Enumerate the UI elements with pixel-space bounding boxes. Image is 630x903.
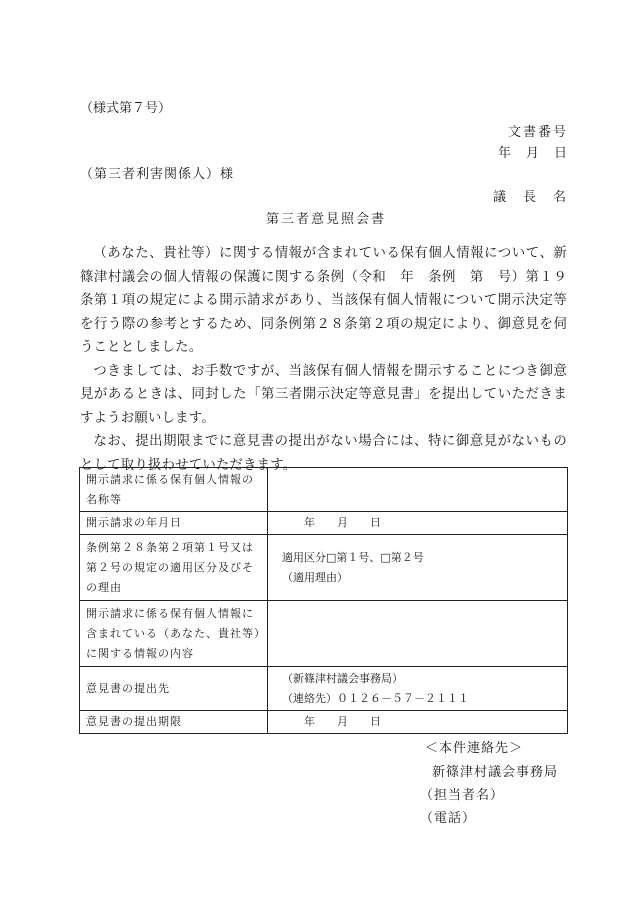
contact-phone: （電話） <box>420 811 477 826</box>
row-label-line: 含まれている（あなた、貴社等） <box>86 626 266 640</box>
sender-name: 議 長 名 <box>492 190 568 205</box>
submission-office-value: （新篠津村議会事務局） <box>282 671 403 685</box>
table-label-cell <box>80 535 268 601</box>
form-number: （様式第７号） <box>80 101 172 116</box>
row-label-line: 第２号の規定の適用区分及びそ <box>86 560 254 574</box>
contact-office: 新篠津村議会事務局 <box>432 765 559 780</box>
table-value-cell <box>268 601 568 667</box>
table-value-cell <box>268 535 568 601</box>
table-value-cell <box>268 711 568 734</box>
table-row <box>80 535 568 601</box>
row-label-line: に関する情報の内容 <box>86 646 194 660</box>
paragraph-deadline-note: なお、提出期限までに意見書の提出がない場合には、特に御意見がないものとして取り扱わせていただきます。 <box>80 434 567 473</box>
row-label-line: 条例第２８条第２項第１号又は <box>86 540 254 554</box>
contact-number-value: （連絡先）０１２６－５７－２１１１ <box>282 691 469 705</box>
table-row <box>80 711 568 734</box>
row-label-line: の理由 <box>86 580 122 594</box>
row-label-line: 意見書の提出先 <box>86 681 170 695</box>
row-label-line: 開示請求の年月日 <box>86 516 182 529</box>
table-label-cell <box>80 711 268 734</box>
applicable-category-value: 適用区分□第１号、□第２号 <box>282 550 424 564</box>
request-date-value: 年 月 日 <box>282 516 381 529</box>
table-label-cell <box>80 601 268 667</box>
table-row <box>80 667 568 711</box>
table-label-cell <box>80 512 268 535</box>
applicable-reason-value: （適用理由） <box>282 570 348 584</box>
contact-person: （担当者名） <box>420 788 505 803</box>
table-value-cell <box>268 468 568 512</box>
recipient: （第三者利害関係人）様 <box>80 167 235 182</box>
row-label-line: 開示請求に係る保有個人情報の <box>86 472 254 486</box>
table-row <box>80 468 568 512</box>
row-label-line: 意見書の提出期限 <box>86 715 182 728</box>
date-label: 年 月 日 <box>497 146 568 161</box>
table-row <box>80 601 568 667</box>
table-value-cell <box>268 667 568 711</box>
contact-heading: ＜本件連絡先＞ <box>425 741 524 756</box>
document-number-label: 文書番号 <box>507 125 568 140</box>
row-label-line: 開示請求に係る保有個人情報に <box>86 606 254 620</box>
table-value-cell <box>268 512 568 535</box>
page-title: 第三者意見照会書 <box>266 212 387 227</box>
table-row <box>80 512 568 535</box>
body-text <box>80 242 567 477</box>
table-label-cell <box>80 667 268 711</box>
submission-deadline-value: 年 月 日 <box>282 715 381 728</box>
table-label-cell <box>80 468 268 512</box>
information-table <box>79 467 568 734</box>
row-label-line: 名称等 <box>86 492 122 506</box>
paragraph-request: つきましては、お手数ですが、当該保有個人情報を開示することにつき御意見があるときは、同封した「第三者開示決定等意見書」を提出していただきますようお願いします。 <box>80 363 567 426</box>
paragraph-inquiry: （あなた、貴社等）に関する情報が含まれている保有個人情報について、新篠津村議会の個人情報の保護に関する条例（令和 年 条例 第 号）第１９条第１項の規定による開示請求があり、当該保有個人情報について開示決定等を行う際の参考とするため、同条例第２８条第２項の規定により、御意見を伺うこととしました。 <box>80 246 567 355</box>
